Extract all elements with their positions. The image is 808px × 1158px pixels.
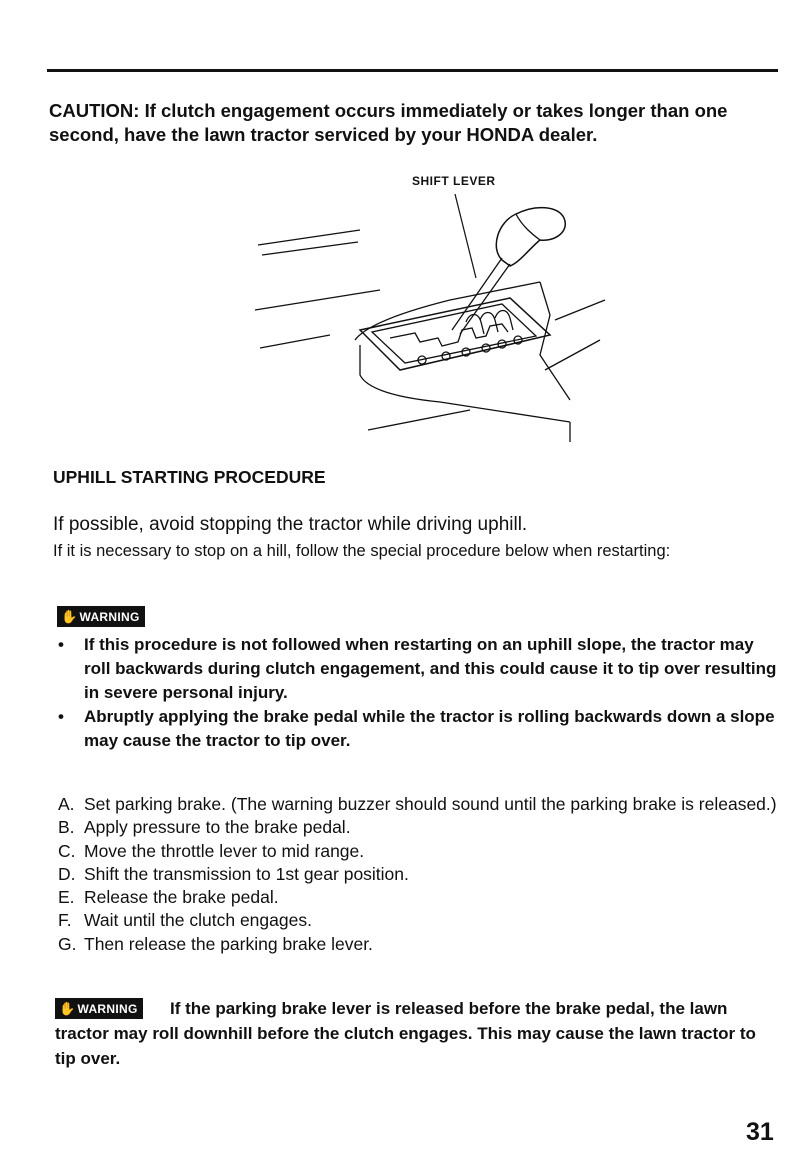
page-number: 31 [746,1118,774,1146]
step-letter: F. [58,910,72,931]
step-item [58,886,783,909]
step-letter: D. [58,863,76,884]
shift-lever-illustration [240,170,620,450]
procedure-steps [58,793,783,956]
step-text: Wait until the clutch engages. [84,910,312,931]
caution-text: CAUTION: If clutch engagement occurs immediately or takes longer than one second, have the lawn tractor serviced by your HONDA dealer. [49,100,728,145]
hand-warning-icon: ✋ [59,1001,76,1016]
bullet-icon: • [58,635,64,654]
step-letter: B. [58,817,75,838]
section-title: UPHILL STARTING PROCEDURE [53,467,326,487]
step-item [58,909,783,932]
step-text: Release the brake pedal. [84,887,279,908]
intro-line-2: If it is necessary to stop on a hill, follow the special procedure below when restarting: [53,542,671,560]
bullet-icon: • [58,707,64,726]
step-item [58,816,783,839]
warning-badge-label: WARNING [79,610,140,624]
step-text: Apply pressure to the brake pedal. [84,817,351,838]
warning-item [58,633,780,705]
hand-warning-icon: ✋ [61,609,78,624]
step-letter: A. [58,794,75,814]
shift-lever-figure [240,170,620,450]
step-letter: G. [58,933,77,954]
warning-item-text: If this procedure is not followed when restarting on an uphill slope, the tractor may roll backwards during clutch engagement, and this could cause it to tip over resulting in severe personal injury. [84,635,777,702]
step-text: Move the throttle lever to mid range. [84,840,365,861]
intro-line-1: If possible, avoid stopping the tractor while driving uphill. [53,514,528,535]
step-item [58,840,783,863]
step-item [58,863,783,886]
step-item [58,793,783,816]
step-letter: C. [58,840,76,861]
shift-lever-label: SHIFT LEVER [412,174,496,188]
step-item [58,933,783,956]
step-letter: E. [58,887,75,908]
step-text: Then release the parking brake lever. [84,933,373,954]
step-text: Set parking brake. (The warning buzzer should sound until the parking brake is released.) [84,794,777,814]
warning-badge [57,606,145,627]
top-rule [47,69,778,72]
warning-badge-label: WARNING [77,1002,138,1016]
final-warning-text: If the parking brake lever is released before the brake pedal, the lawn tractor may roll downhill before the clutch engages. This may cause the lawn tractor to tip over. [55,999,756,1068]
warning-item-text: Abruptly applying the brake pedal while the tractor is rolling backwards down a slope may cause the tractor to tip over. [84,707,775,750]
warning-list [58,633,780,753]
warning-item [58,705,780,753]
step-text: Shift the transmission to 1st gear position. [84,863,409,884]
